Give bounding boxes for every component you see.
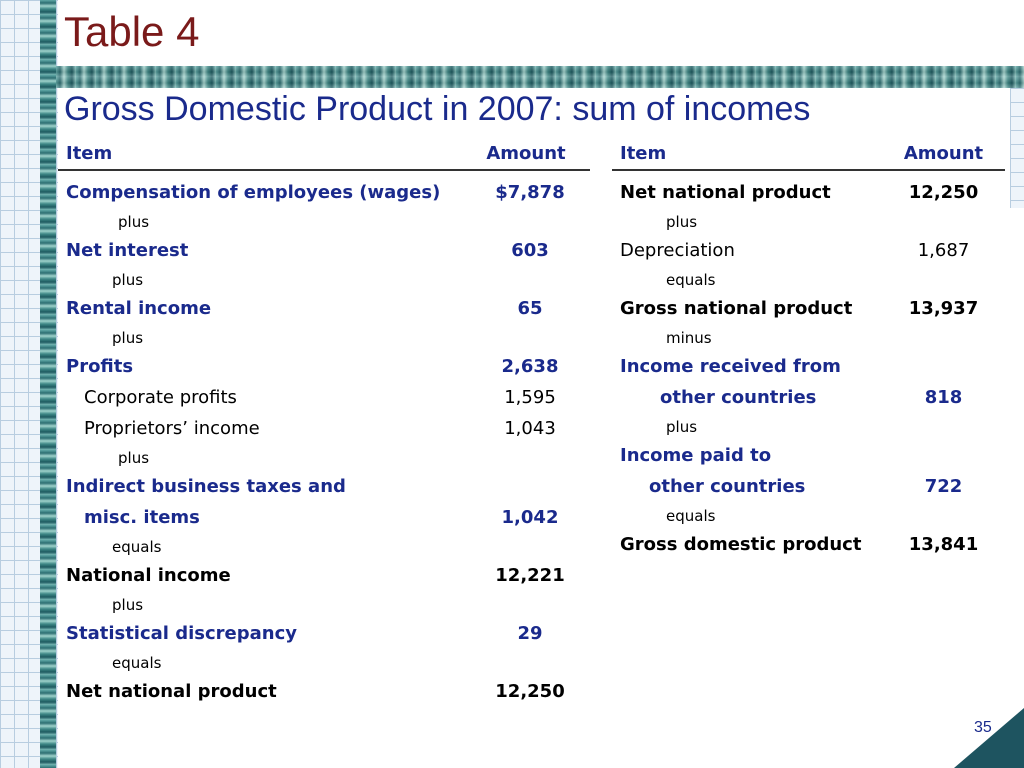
item-label: Proprietors’ income	[84, 418, 260, 439]
item-label: Net national product	[66, 681, 277, 702]
connector-row	[58, 324, 590, 351]
amount-value	[882, 266, 1005, 293]
item-label: Rental income	[66, 298, 212, 319]
connector-row	[612, 324, 1005, 351]
column-header-amount: Amount	[882, 137, 1005, 170]
income-table-right	[612, 137, 1005, 560]
operator-label: equals	[112, 653, 162, 672]
amount-value: 12,250	[495, 681, 565, 702]
amount-value: 65	[517, 298, 543, 319]
item-label: Income paid to	[620, 445, 772, 466]
amount-value	[470, 533, 590, 560]
amount-value	[882, 351, 1005, 382]
amount-value	[470, 208, 590, 235]
table-row	[58, 413, 590, 444]
income-table-left	[58, 137, 590, 707]
item-label: misc. items	[84, 507, 200, 528]
amount-value: 1,042	[501, 507, 559, 528]
connector-row	[58, 208, 590, 235]
amount-value: 29	[517, 623, 543, 644]
operator-label: equals	[666, 506, 716, 525]
table-row	[612, 471, 1005, 502]
table-header-row	[58, 137, 590, 170]
amount-value: 13,841	[908, 534, 979, 555]
slide-number: 35	[974, 719, 992, 736]
amount-value	[470, 649, 590, 676]
amount-value	[470, 591, 590, 618]
amount-value: 603	[511, 240, 549, 261]
amount-value: 818	[924, 387, 963, 408]
item-label: Indirect business taxes and	[66, 476, 346, 497]
slide-subtitle: Gross Domestic Product in 2007: sum of incomes	[64, 90, 811, 128]
amount-value	[882, 324, 1005, 351]
amount-value: 1,595	[504, 387, 556, 408]
amount-value: 13,937	[908, 298, 979, 319]
connector-row	[58, 444, 590, 471]
table-row	[612, 440, 1005, 471]
item-label: Net interest	[66, 240, 189, 261]
column-header-item: Item	[612, 137, 882, 170]
amount-value	[470, 471, 590, 502]
amount-value: 2,638	[501, 356, 559, 377]
table-row	[612, 351, 1005, 382]
item-label: other countries	[660, 387, 817, 408]
item-label: Compensation of employees (wages)	[66, 182, 441, 203]
item-label: other countries	[649, 476, 806, 497]
operator-label: plus	[118, 448, 150, 467]
table-row	[58, 293, 590, 324]
table-row	[58, 351, 590, 382]
operator-label: plus	[112, 328, 144, 347]
item-label: National income	[66, 565, 231, 586]
operator-label: plus	[112, 270, 144, 289]
amount-value	[470, 266, 590, 293]
item-label: Net national product	[620, 182, 831, 203]
marble-border-horizontal	[56, 66, 1024, 88]
marble-border-vertical	[40, 0, 56, 768]
table-row	[58, 235, 590, 266]
item-label: Income received from	[620, 356, 841, 377]
table-row	[58, 471, 590, 502]
table-row	[58, 170, 590, 208]
operator-label: equals	[666, 270, 716, 289]
connector-row	[58, 591, 590, 618]
item-label: Gross domestic product	[620, 534, 862, 555]
amount-value	[882, 208, 1005, 235]
slide-title: Table 4	[64, 8, 200, 55]
connector-row	[612, 502, 1005, 529]
amount-value: 12,221	[495, 565, 565, 586]
item-label: Statistical discrepancy	[66, 623, 298, 644]
column-header-item: Item	[58, 137, 470, 170]
table-row	[612, 170, 1005, 208]
table-row	[612, 293, 1005, 324]
amount-value: 1,043	[504, 418, 556, 439]
amount-value	[882, 413, 1005, 440]
amount-value	[882, 440, 1005, 471]
table-row	[58, 382, 590, 413]
table-row	[612, 529, 1005, 560]
item-label: Gross national product	[620, 298, 853, 319]
corner-decoration	[954, 708, 1024, 768]
operator-label: minus	[666, 328, 712, 347]
connector-row	[58, 266, 590, 293]
item-label: Corporate profits	[84, 387, 237, 408]
amount-value: 12,250	[908, 182, 979, 203]
table-row	[58, 502, 590, 533]
amount-value: 1,687	[917, 240, 970, 261]
grid-background-right	[1010, 88, 1024, 208]
table-row	[58, 676, 590, 707]
amount-value: 722	[924, 476, 963, 497]
connector-row	[612, 266, 1005, 293]
amount-value	[882, 502, 1005, 529]
connector-row	[58, 533, 590, 560]
table-row	[58, 618, 590, 649]
amount-value	[470, 444, 590, 471]
connector-row	[58, 649, 590, 676]
amount-value	[470, 324, 590, 351]
operator-label: plus	[118, 212, 150, 231]
table-row	[612, 235, 1005, 266]
item-label: Profits	[66, 356, 134, 377]
connector-row	[612, 208, 1005, 235]
operator-label: plus	[666, 212, 698, 231]
table-row	[612, 382, 1005, 413]
table-row	[58, 560, 590, 591]
table-header-row	[612, 137, 1005, 170]
connector-row	[612, 413, 1005, 440]
operator-label: plus	[112, 595, 144, 614]
operator-label: plus	[666, 417, 698, 436]
operator-label: equals	[112, 537, 162, 556]
item-label: Depreciation	[620, 240, 735, 261]
amount-value: $7,878	[495, 182, 565, 203]
column-header-amount: Amount	[470, 137, 590, 170]
